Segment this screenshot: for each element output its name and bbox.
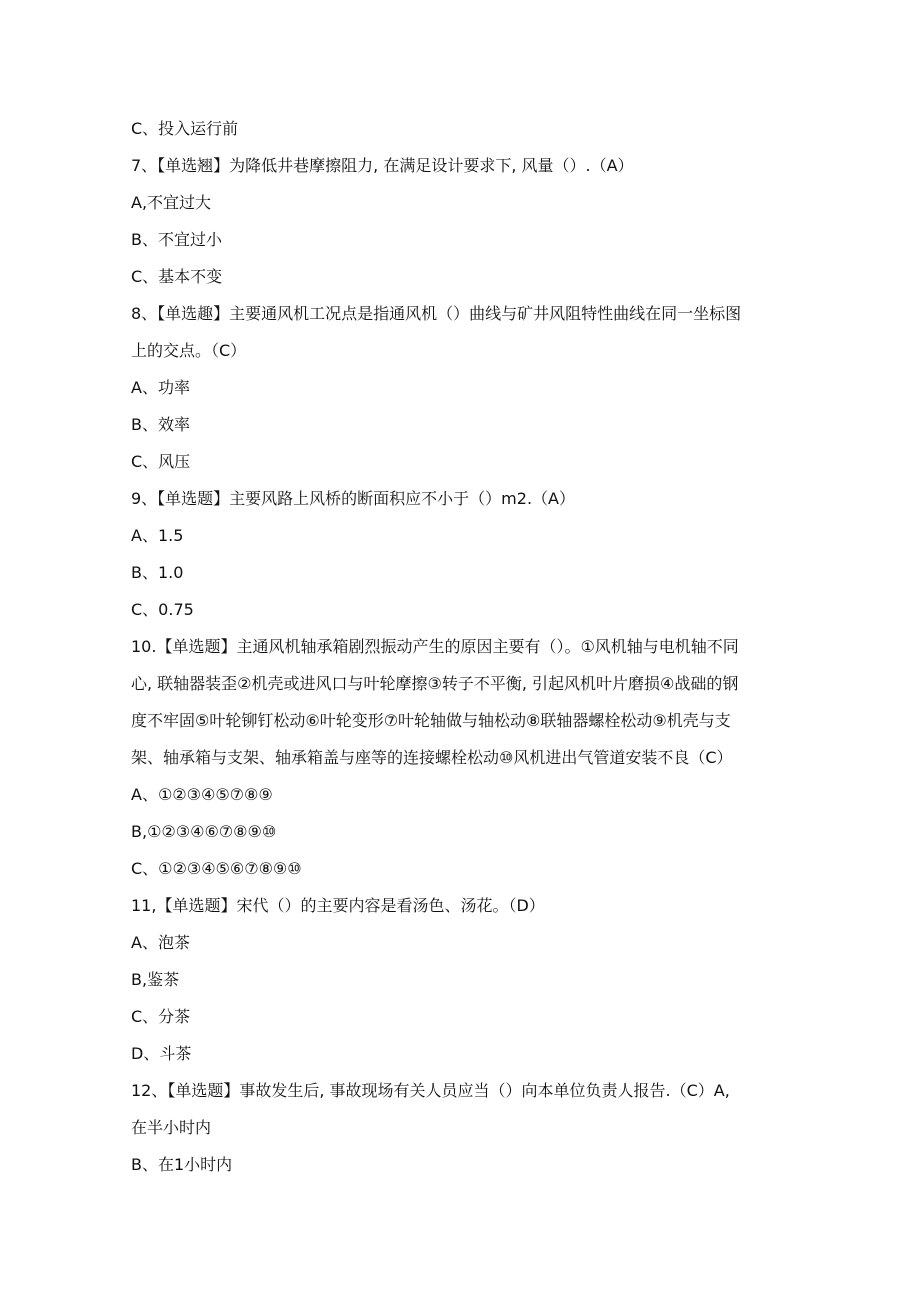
question-12: 12、【单选题】事故发生后, 事故现场有关人员应当（）向本单位负责人报告.（C）A, [131, 1081, 730, 1100]
question-11: 11,【单选题】宋代（）的主要内容是看汤色、汤花。（D） [131, 896, 545, 915]
question-9: 9、【单选题】主要风路上风桥的断面积应不小于（）m2.（A） [131, 489, 575, 508]
option-line: A、①②③④⑤⑦⑧⑨ [131, 785, 273, 804]
question-10-continued: 心, 联轴器装歪②机壳或进风口与叶轮摩擦③转子不平衡, 引起风机叶片磨损④战础的钢 [131, 674, 739, 693]
option-line: C、0.75 [131, 600, 194, 619]
option-line: C、分茶 [131, 1007, 191, 1026]
option-line: C、投入运行前 [131, 119, 239, 138]
option-line: A、1.5 [131, 526, 184, 545]
question-10: 10.【单选题】主通风机轴承箱剧烈振动产生的原因主要有（）。①风机轴与电机轴不同 [131, 637, 739, 656]
option-line: D、斗茶 [131, 1044, 192, 1063]
question-8-continued: 上的交点。（C） [131, 341, 247, 360]
question-10-continued: 度不牢固⑤叶轮铆钉松动⑥叶轮变形⑦叶轮轴做与轴松动⑧联轴器螺栓松动⑨机壳与支 [131, 711, 731, 730]
option-line: A,不宜过大 [131, 193, 212, 212]
option-line: B、在1小时内 [131, 1155, 233, 1174]
option-line: A、功率 [131, 378, 190, 397]
option-line: B、1.0 [131, 563, 184, 582]
option-line: B,鉴茶 [131, 970, 180, 989]
option-line: C、风压 [131, 452, 191, 471]
option-line: C、基本不变 [131, 267, 223, 286]
option-line: A、泡茶 [131, 933, 190, 952]
question-8: 8、【单选趣】主要通风机工况点是指通风机（）曲线与矿井风阻特性曲线在同一坐标图 [131, 304, 742, 323]
question-12-continued: 在半小时内 [131, 1118, 212, 1137]
option-line: B,①②③④⑥⑦⑧⑨⑩ [131, 822, 277, 841]
option-line: B、效率 [131, 415, 190, 434]
document-body [131, 110, 801, 1183]
option-line: C、①②③④⑤⑥⑦⑧⑨⑩ [131, 859, 302, 878]
option-line: B、不宜过小 [131, 230, 222, 249]
question-10-continued: 架、轴承箱与支架、轴承箱盖与座等的连接螺栓松动⑩风机进出气管道安装不良（C） [131, 748, 733, 767]
question-7: 7、【单选翘】为降低井巷摩擦阻力, 在满足设计要求下, 风量（）.（A） [131, 156, 634, 175]
